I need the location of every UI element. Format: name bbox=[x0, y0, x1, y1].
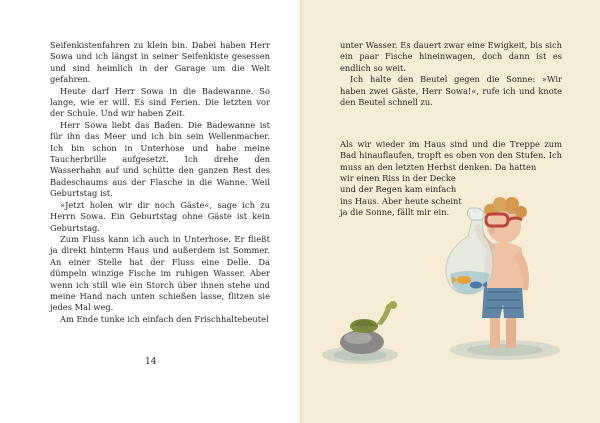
fish bbox=[457, 276, 471, 284]
fish bbox=[470, 282, 482, 289]
page-gutter bbox=[296, 0, 304, 423]
paragraph: Am Ende tunke ich einfach den Frischhaltebeutel bbox=[60, 313, 269, 324]
page-number: 14 bbox=[145, 357, 157, 367]
paragraph: Herr Sowa liebt das Baden. Die Badewanne ist für ihn das Meer und ich bin sein Wellenmacher. Ich bin schon in Unterhose und habe meine Taucherbrille aufgesetzt. Ich drehe den Wasserhahn auf und schütte den ganzen Rest des Badeschaums aus der Flasche in die Wanne. Weil Geburtstag ist. bbox=[50, 119, 270, 199]
paragraph: Heute darf Herr Sowa in die Badewanne. So lange, wie er will. Es sind Ferien. Die letzten vor der Schule. Und wir haben Zeit. bbox=[50, 85, 270, 119]
boy-with-fish-illustration bbox=[300, 190, 600, 423]
swim-shorts bbox=[482, 286, 524, 318]
paragraph: Zum Fluss kann ich auch in Unterhose. Er fließt ja direkt hinterm Haus und außerdem ist Sommer. An einer Stelle hat der Fluss eine Delle. Da dümpeln winzige Fische im ruhigen Wasser. Aber wenn ich still wie ein Storch über ihnen stehe und meine Hand nach unten schießen lasse, flitzen sie jedes Mal weg. bbox=[50, 233, 270, 313]
paragraph: wir einen Riss in der Decke und der Regen kam einfach ins Haus. Aber heute scheint ja die Sonne, fällt mir ein. bbox=[340, 173, 462, 218]
left-page-text bbox=[50, 40, 270, 325]
paragraph: Ich halte den Beutel gegen die Sonne: »Wir haben zwei Gäste, Herr Sowa!«, rufe ich und knote den Beutel schnell zu. bbox=[340, 74, 562, 108]
bag-knot bbox=[467, 208, 484, 220]
hair-curl bbox=[515, 206, 527, 218]
stone-highlight bbox=[344, 332, 372, 344]
water-ripple bbox=[467, 344, 543, 356]
turtle-head bbox=[389, 301, 397, 309]
paragraph: Als wir wieder im Haus sind und die Treppe zum Bad hinauflaufen, tropft es oben von den Stufen. Ich muss an den letzten Herbst denken. Da hatten bbox=[340, 139, 562, 172]
paragraph: unter Wasser. Es dauert zwar eine Ewigkeit, bis sich ein paar Fische hineinwagen, doch dann ist es endlich so weit. bbox=[340, 40, 562, 73]
right-page-text-top bbox=[340, 40, 562, 108]
paragraph: »Jetzt holen wir dir noch Gäste«, sage ich zu Herrn Sowa. Ein Geburtstag ohne Gäste ist kein Geburtstag. bbox=[50, 199, 270, 233]
hair-curl bbox=[493, 197, 507, 211]
paragraph: Seifenkistenfahren zu klein bin. Dabei haben Herr Sowa und ich längst in seiner Seifenkiste gesessen und sind heimlich in der Garage um die Welt gefahren. bbox=[50, 40, 270, 85]
right-page-text-mid bbox=[340, 139, 562, 173]
